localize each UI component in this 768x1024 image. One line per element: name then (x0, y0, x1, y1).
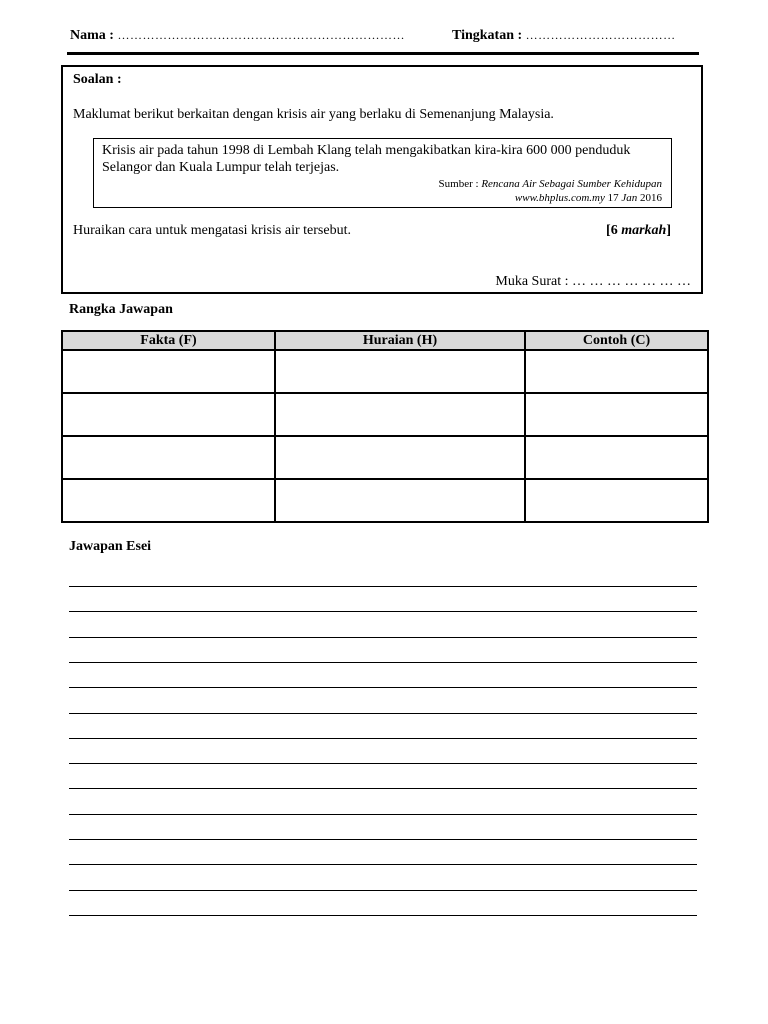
marks-word: markah (621, 223, 667, 238)
page-number-field[interactable] (495, 274, 691, 290)
form-blank[interactable]: ……………………………… (525, 28, 676, 42)
question-box (61, 65, 703, 294)
marks-label (606, 223, 671, 239)
table-header-row (62, 331, 708, 350)
name-field[interactable] (70, 28, 405, 44)
column-header-contoh: Contoh (C) (525, 331, 708, 350)
source-prefix: Sumber : (438, 178, 482, 190)
name-blank[interactable]: …………………………………………………………… (117, 28, 405, 42)
name-label: Nama : (70, 28, 114, 43)
essay-writing-line[interactable] (69, 890, 697, 891)
essay-writing-line[interactable] (69, 611, 697, 612)
essay-writing-line[interactable] (69, 713, 697, 714)
form-field[interactable] (452, 28, 676, 44)
column-header-huraian: Huraian (H) (275, 331, 525, 350)
source-quote-box (93, 138, 672, 208)
form-label: Tingkatan : (452, 28, 523, 43)
essay-title: Jawapan Esei (69, 539, 152, 554)
question-task: Huraikan cara untuk mengatasi krisis air tersebut. (73, 223, 351, 238)
question-intro: Maklumat berikut berkaitan dengan krisis air yang berlaku di Semenanjung Malaysia. (73, 107, 554, 122)
table-row (62, 436, 708, 479)
table-cell[interactable] (62, 479, 275, 522)
essay-writing-line[interactable] (69, 814, 697, 815)
marks-open: [6 (606, 223, 622, 238)
student-header (70, 28, 700, 48)
essay-writing-line[interactable] (69, 763, 697, 764)
essay-writing-line[interactable] (69, 662, 697, 663)
table-row (62, 479, 708, 522)
column-header-fakta: Fakta (F) (62, 331, 275, 350)
question-label: Soalan : (73, 72, 122, 87)
table-row (62, 350, 708, 393)
table-cell[interactable] (275, 479, 525, 522)
table-cell[interactable] (62, 393, 275, 436)
table-row (62, 393, 708, 436)
header-divider (67, 52, 699, 55)
source-site-line (515, 192, 662, 204)
quote-text: Krisis air pada tahun 1998 di Lembah Klang telah mengakibatkan kira-kira 600 000 penduduk Selangor dan Kuala Lumpur telah terjejas. (102, 143, 631, 175)
source-site: www.bhplus.com.my (514, 192, 605, 204)
table-cell[interactable] (525, 436, 708, 479)
source-date-year: 2016 (637, 192, 662, 204)
source-date-month: Jan (621, 192, 638, 204)
essay-writing-line[interactable] (69, 687, 697, 688)
essay-writing-line[interactable] (69, 586, 697, 587)
table-cell[interactable] (525, 350, 708, 393)
essay-writing-line[interactable] (69, 637, 697, 638)
source-line (439, 178, 662, 190)
page-blank[interactable]: … … … … … … … (572, 274, 691, 289)
essay-writing-line[interactable] (69, 864, 697, 865)
table-cell[interactable] (275, 393, 525, 436)
table-cell[interactable] (275, 350, 525, 393)
answer-frame-table (61, 330, 709, 523)
table-cell[interactable] (525, 393, 708, 436)
essay-writing-line[interactable] (69, 915, 697, 916)
essay-writing-line[interactable] (69, 788, 697, 789)
essay-writing-line[interactable] (69, 839, 697, 840)
answer-frame-title: Rangka Jawapan (69, 302, 173, 317)
marks-close: ] (666, 223, 671, 238)
table-cell[interactable] (525, 479, 708, 522)
source-title: Rencana Air Sebagai Sumber Kehidupan (481, 178, 662, 190)
essay-writing-line[interactable] (69, 738, 697, 739)
page-label: Muka Surat : (495, 274, 569, 289)
source-date-day: 17 (604, 192, 622, 204)
table-cell[interactable] (275, 436, 525, 479)
table-cell[interactable] (62, 350, 275, 393)
table-cell[interactable] (62, 436, 275, 479)
